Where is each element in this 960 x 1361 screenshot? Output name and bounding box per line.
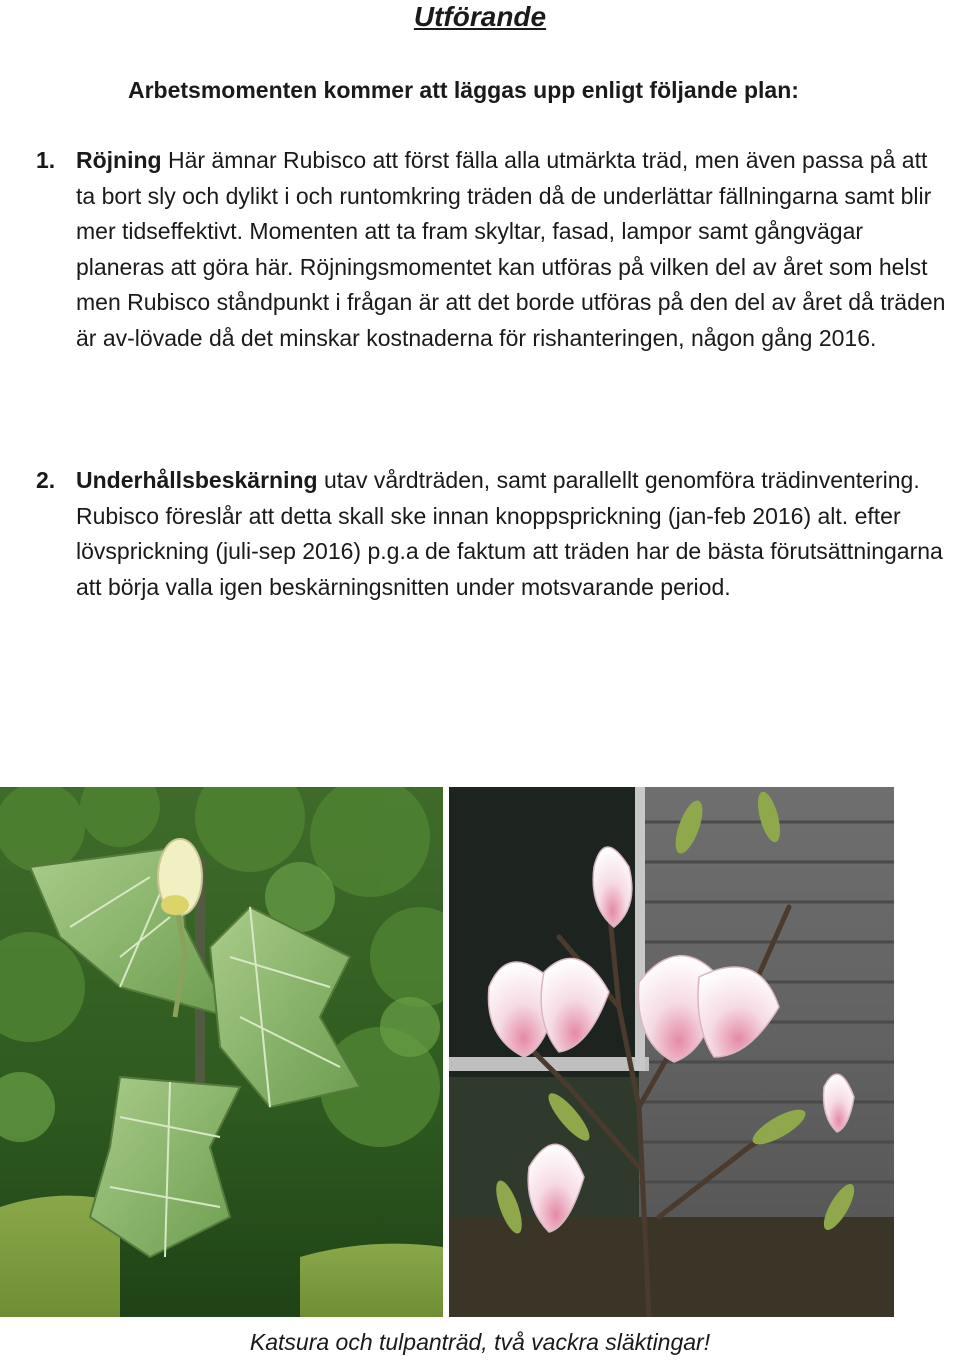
list-item	[36, 143, 946, 356]
list-item-text: Här ämnar Rubisco att först fälla alla utmärkta träd, men även passa på att ta bort sly och dylikt i och runtomkring träden då de underlättar fällningarna samt blir mer tidseffektivt. Momenten att ta fram skyltar, fasad, lampor samt gångvägar planeras att göra här. Röjningsmomentet kan utföras på vilken del av året som helst men Rubisco ståndpunkt i frågan är att det borde utföras på den del av året då träden är av-lövade då det minskar kostnaderna för rishanteringen, någon gång 2016.	[76, 147, 946, 351]
list-item-number: 1.	[36, 147, 56, 173]
page-title: Utförande	[413, 1, 547, 32]
list-item-lead: Röjning	[76, 147, 162, 173]
list-item-number: 2.	[36, 467, 56, 493]
magnolia-photo	[449, 787, 894, 1317]
list-item	[36, 463, 946, 605]
tulip-tree-illustration	[0, 787, 443, 1317]
image-caption: Katsura och tulpanträd, två vackra släktingar!	[249, 1329, 711, 1355]
list-item-text: utav vårdträden, samt parallellt genomföra trädinventering. Rubisco föreslår att detta skall ske innan knoppsprickning (jan-feb 2016) alt. efter lövsprickning (juli-sep 2016) p.g.a de faktum att träden har de bästa förutsättningarna att börja valla igen beskärningsnitten under motsvarande period.	[76, 467, 943, 600]
intro-heading: Arbetsmomenten kommer att läggas upp enligt följande plan:	[128, 77, 799, 103]
magnolia-illustration	[449, 787, 894, 1317]
list-item-lead: Underhållsbeskärning	[76, 467, 318, 493]
tulip-tree-photo	[0, 787, 443, 1317]
